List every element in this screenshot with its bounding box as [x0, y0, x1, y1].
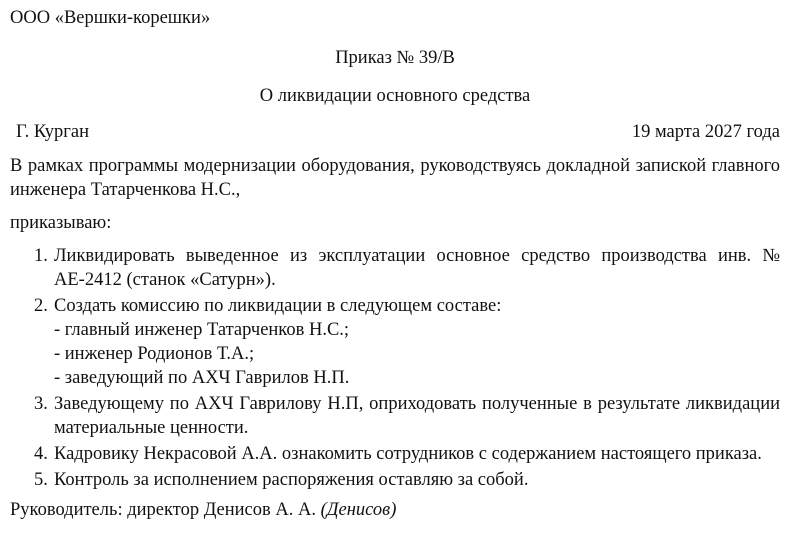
item-text: Контроль за исполнением распоряжения оставляю за собой.: [54, 470, 529, 490]
city: Г. Курган: [16, 122, 90, 142]
order-subtitle: О ликвидации основного средства: [259, 86, 531, 106]
place-date-row: [10, 120, 780, 144]
item-number: 1.: [34, 246, 48, 266]
item-text: Создать комиссию по ликвидации в следующем составе:: [54, 296, 502, 316]
order-title: Приказ № 39/В: [335, 48, 455, 68]
item-text: Заведующему по АХЧ Гаврилову Н.П, оприходовать полученные в результате ликвидации материальные ценности.: [54, 394, 780, 438]
item-number: 5.: [34, 470, 48, 490]
item-text: Кадровику Некрасовой А.А. ознакомить сотрудников с содержанием настоящего приказа.: [54, 444, 762, 464]
order-items-list: [10, 244, 780, 492]
list-item: [10, 468, 780, 492]
organization-name: ООО «Вершки-корешки»: [10, 8, 211, 28]
list-item: [10, 392, 780, 440]
order-word: приказываю:: [10, 213, 112, 233]
signature: (Денисов): [320, 500, 397, 520]
list-item: [10, 442, 780, 466]
commission-member: - заведующий по АХЧ Гаврилов Н.П.: [54, 368, 350, 388]
document: [10, 6, 780, 522]
item-text: Ликвидировать выведенное из эксплуатации основное средство производства инв. № АЕ-2412 (станок «Сатурн»).: [54, 246, 780, 290]
list-item: [10, 244, 780, 292]
item-number: 2.: [34, 296, 48, 316]
item-number: 4.: [34, 444, 48, 464]
commission-member: - главный инженер Татарченков Н.С.;: [54, 320, 350, 340]
list-item: [10, 294, 780, 390]
commission-member: - инженер Родионов Т.А.;: [54, 344, 255, 364]
item-number: 3.: [34, 394, 48, 414]
signature-line: [10, 498, 780, 522]
intro-paragraph: В рамках программы модернизации оборудования, руководствуясь докладной запиской главного инженера Татарченкова Н.С.,: [10, 156, 780, 200]
order-date: 19 марта 2027 года: [631, 122, 780, 142]
signatory: Руководитель: директор Денисов А. А.: [10, 500, 316, 520]
